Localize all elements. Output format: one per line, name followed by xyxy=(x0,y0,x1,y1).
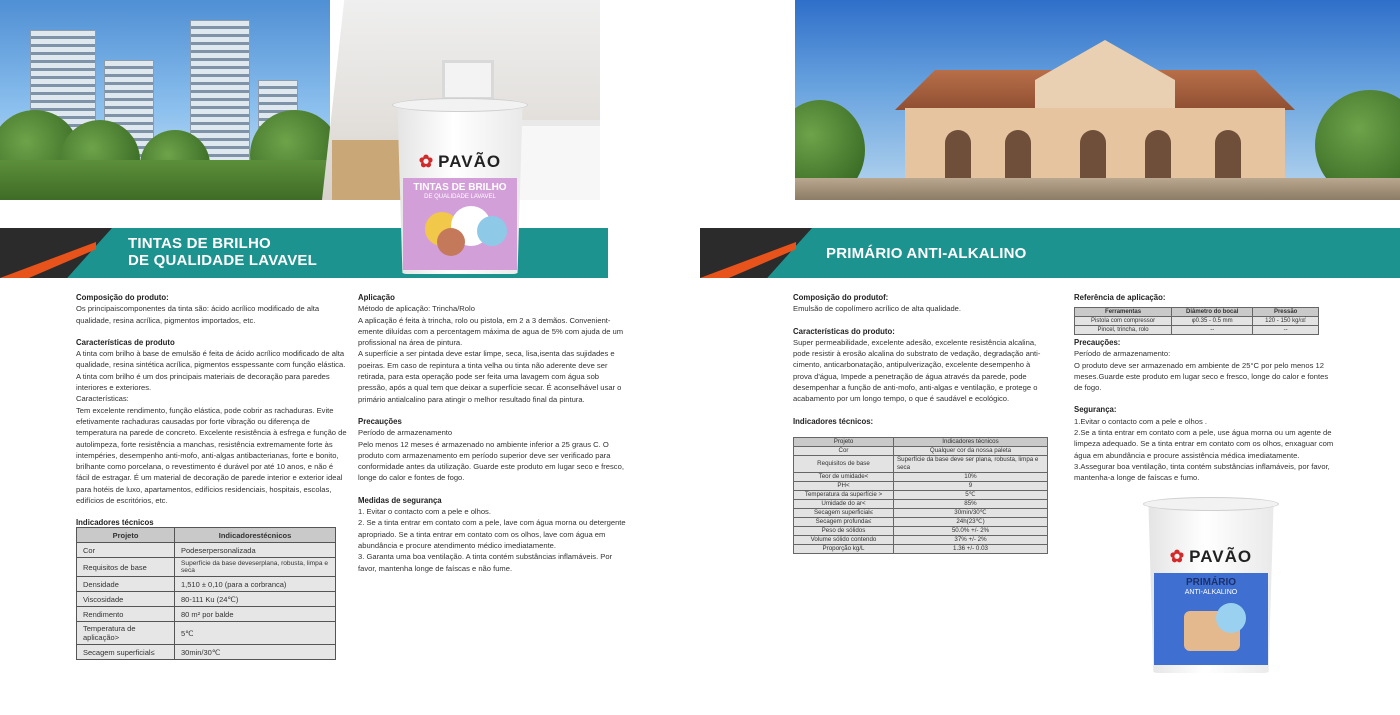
table-cell: Viscosidade xyxy=(77,592,175,607)
table-cell: Requisitos de base xyxy=(77,558,175,577)
table-cell: 30min/30℃ xyxy=(175,645,336,660)
table-cell: 24h(23℃) xyxy=(894,518,1048,527)
right-column-1 xyxy=(793,292,1051,427)
table-cell: Densidade xyxy=(77,577,175,592)
table-row xyxy=(794,536,1048,545)
seguranca-heading: Segurança: xyxy=(1074,405,1117,415)
indicadores-heading: Indicadores técnicos xyxy=(76,518,154,528)
table-cell: Temperatura da superfície > xyxy=(794,491,894,500)
table-row xyxy=(794,456,1048,473)
table-row xyxy=(77,622,336,645)
table-cell: 120 - 150 kg/㎠ xyxy=(1253,317,1319,326)
table-row xyxy=(77,645,336,660)
bucket-product-subtitle: DE QUALIDADE LAVAVEL xyxy=(424,194,496,200)
precaucoes-subheading: Período de armazenamento: xyxy=(1074,349,1171,359)
table-cell: Requisitos de base xyxy=(794,456,894,473)
table-row xyxy=(794,482,1048,491)
table-cell: 9 xyxy=(894,482,1048,491)
application-reference-table xyxy=(1074,307,1319,335)
caracteristicas-text-1: A tinta com brilho à base de emulsão é feita de ácido acrílico modificado de alta qualidade, resina sintética acrílica, pigmentos esspessante com função elástica. xyxy=(76,349,346,370)
table-header: Indicadorestécnicos xyxy=(175,528,336,543)
table-cell: PH< xyxy=(794,482,894,491)
table-cell: Secagem superficial≤ xyxy=(77,645,175,660)
table-row xyxy=(794,545,1048,554)
medidas-item-3: 3. Garanta uma boa ventilação. A tinta contém substâncias inflamáveis. Por favor, mantenha longe de faíscas e não fume. xyxy=(358,552,613,573)
table-cell: 80 m² por balde xyxy=(175,607,336,622)
aplicacao-text-1: A aplicação é feita à trincha, rolo ou pistola, em 2 a 3 demãos. Convenient-emente diluídas com a percentagem máxima de agua de 5% com ajuda de um profissional na área de pintura. xyxy=(358,315,624,348)
table-header: Ferramentas xyxy=(1075,308,1172,317)
table-cell: Superfície da base deve ser plana, robusta, limpa e seca xyxy=(894,456,1048,473)
right-column-2-text xyxy=(1074,337,1336,484)
page-title xyxy=(128,235,317,269)
city-buildings-photo xyxy=(0,0,330,200)
medidas-item-2: 2. Se a tinta entrar em contato com a pele, lave com água morna ou detergente apropriado. Se a tinta entrar em contato com os olhos, lave com água em abundância e procure atendimento médico imediatamente. xyxy=(358,518,626,550)
caracteristicas-heading: Características do produto: xyxy=(793,326,895,336)
caracteristicas-text: Super permeabilidade, excelente adesão, excelente resistência alcalina, pode resistir à erosão alcalina do substrato de vedação, degradação anti-cimento, anticarbonatação, antipulverização, excelente desempenho à prova d'água, Impede a penetração de água através da parede, pode desempenhar a função de anti-mofo, anti-algas e ventilação, e protege o acabamento por um longo tempo, o que é saudável e ecológico. xyxy=(793,337,1041,404)
table-row xyxy=(77,543,336,558)
table-cell: 10% xyxy=(894,473,1048,482)
aplicacao-heading: Aplicação xyxy=(358,293,395,302)
page-title-line2: DE QUALIDADE LAVAVEL xyxy=(128,252,318,269)
seguranca-item-2: 2.Se a tinta entrar em contato com a pele, use água morna ou um agente de limpeza adequado. Se a tinta entrar em contato com os olhos, enxaguar com água em abundância e procure assistência médica imediatamente. xyxy=(1074,428,1334,460)
table-cell: 80-111 Ku (24℃) xyxy=(175,592,336,607)
table-row xyxy=(794,500,1048,509)
table-cell: Podeserpersonalizada xyxy=(175,543,336,558)
paint-bucket-image xyxy=(392,98,528,274)
table-cell: Peso de sólidos xyxy=(794,527,894,536)
table-cell: 5℃ xyxy=(175,622,336,645)
table-cell: Qualquer cor da nossa paleta xyxy=(894,447,1048,456)
table-row xyxy=(77,577,336,592)
table-cell: Superfície da base deveserplana, robusta, limpa e seca xyxy=(175,558,336,577)
table-cell: 1.36 +/- 0.03 xyxy=(894,545,1048,554)
seguranca-item-3: 3.Assegurar boa ventilação, tinta contém substâncias inflamáveis, por favor, mantenha-a longe de faíscas e fumo. xyxy=(1074,461,1330,483)
table-cell: 37% +/- 2% xyxy=(894,536,1048,545)
precaucoes-heading: Precauções xyxy=(358,416,402,426)
precaucoes-text: Pelo menos 12 meses é armazenado no ambiente inferior a 25 graus C. O produto com armazenamento em período superior deve ser verificado para conformidade antes da utilização. Guarde este produto em lugar seco e fresco, longe do calor e fontes de fogo. xyxy=(358,439,624,483)
villa-photo xyxy=(795,0,1400,200)
table-row xyxy=(794,509,1048,518)
table-row xyxy=(794,447,1048,456)
right-column-2 xyxy=(1074,292,1336,303)
table-cell: Proporção kg/L xyxy=(794,545,894,554)
precaucoes-heading: Precauções: xyxy=(1074,338,1121,347)
referencia-heading: Referência de aplicação: xyxy=(1074,293,1166,302)
composicao-heading: Composição do produtof: xyxy=(793,293,889,302)
table-cell: Pistola com compressor xyxy=(1075,317,1172,326)
composicao-text: Emulsão de copolímero acrílico de alta qualidade. xyxy=(793,304,962,314)
left-column-1 xyxy=(76,292,348,529)
table-cell: 50.0% +/- 2% xyxy=(894,527,1048,536)
table-cell: Umidade do ar< xyxy=(794,500,894,509)
page-title-line1: TINTAS DE BRILHO xyxy=(128,235,271,252)
right-page xyxy=(700,0,1400,715)
table-header: Pressão xyxy=(1253,308,1319,317)
table-cell: Temperatura de aplicação> xyxy=(77,622,175,645)
table-cell: 85% xyxy=(894,500,1048,509)
table-cell: 5℃ xyxy=(894,491,1048,500)
table-cell: Cor xyxy=(794,447,894,456)
caracteristicas-subheading: Características: xyxy=(76,394,129,404)
table-row xyxy=(794,518,1048,527)
paint-bucket-image xyxy=(1143,497,1279,673)
medidas-heading: Medidas de segurança xyxy=(358,495,442,505)
peacock-logo-icon: ✿ xyxy=(1169,547,1186,566)
aplicacao-text-2: A superfície a ser pintada deve estar limpe, seca, lisa,isenta das sujidades e poeiras. Em caso de repintura a tinta velha ou tinta não aderente deve ser retirada, para esta operação pode ser feita uma lavagem com água sob pressão, após a qual tem que deixar a superfície secar. É aconselhável usar o primário antialcalino para atingir o melhor resultado final da pintura. xyxy=(358,349,622,404)
left-column-2 xyxy=(358,292,626,574)
seguranca-item-1: 1.Evitar o contacto com a pele e olhos . xyxy=(1074,416,1207,426)
bucket-product-name: TINTAS DE BRILHO xyxy=(413,182,507,193)
table-cell: Secagem profunda≤ xyxy=(794,518,894,527)
precaucoes-text: O produto deve ser armazenado em ambiente de 25°C por pelo menos 12 meses.Guarde este produto em lugar seco e fresco, longe do calor e fontes de fogo. xyxy=(1074,360,1329,393)
bucket-label xyxy=(1154,573,1268,665)
table-row xyxy=(1075,326,1319,335)
technical-indicators-table xyxy=(76,527,336,660)
table-cell: 30min/30℃ xyxy=(894,509,1048,518)
table-cell: φ0.35 - 0.5 mm xyxy=(1172,317,1253,326)
bucket-product-name: PRIMÁRIO xyxy=(1186,577,1236,588)
indicadores-heading: Indicadores técnicos: xyxy=(793,416,874,426)
table-cell: Secagem superficial≤ xyxy=(794,509,894,518)
composicao-text: Os principaiscomponentes da tinta são: ácido acrílico modificado de alta qualidade, resina acrílica, pigmentos importados, etc. xyxy=(76,304,320,325)
table-row xyxy=(77,558,336,577)
bucket-brand: ✿ PAVÃO xyxy=(418,152,502,171)
table-row xyxy=(77,592,336,607)
table-cell: -- xyxy=(1172,326,1253,335)
title-band xyxy=(700,228,1400,278)
table-cell: Cor xyxy=(77,543,175,558)
aplicacao-metodo: Método de aplicação: Trincha/Rolo xyxy=(358,304,475,314)
table-header: Projeto xyxy=(794,438,894,447)
bucket-label xyxy=(403,178,517,270)
table-cell: Pincel, trincha, rolo xyxy=(1075,326,1172,335)
caracteristicas-text-3: Tem excelente rendimento, função elástica, pode cobrir as rachaduras. Evite efetivamente rachaduras causadas por forte vibração ou diferença de temperatura na parede de concreto. Excelente resistência à esfrega e função de autolimpeza, forte resistência a manchas, resistência extremamente forte às intempéries, desempenho anti-mofo, anti-algas antibacterianas, forte e bonito, brilhante como porcelana, o revestimento é durável por até 10 anos, e não é fácil de estragar. É um material de decoração de parede interior e exterior ideal para hotéis de luxo, apartamentos, edifícios residenciais, hospitais, escolas, edifícios de escritórios, etc. xyxy=(76,405,347,506)
bucket-product-subtitle: ANTI-ALKALINO xyxy=(1184,589,1238,596)
table-cell: -- xyxy=(1253,326,1319,335)
table-cell: Volume sólido contendo xyxy=(794,536,894,545)
table-row xyxy=(77,607,336,622)
table-header: Diâmetro do bocal xyxy=(1172,308,1253,317)
table-cell: 1,510 ± 0,10 (para a corbranca) xyxy=(175,577,336,592)
bucket-brand: ✿ PAVÃO xyxy=(1169,547,1253,566)
technical-indicators-table xyxy=(793,437,1048,554)
table-cell: Rendimento xyxy=(77,607,175,622)
caracteristicas-text-2: A tinta com brilho é um dos principais materiais de decoração para paredes interiores e exteriores. xyxy=(76,371,330,393)
table-header: Projeto xyxy=(77,528,175,543)
table-header: Indicadores técnicos xyxy=(894,438,1048,447)
table-row xyxy=(1075,317,1319,326)
table-cell: Teor de umidade< xyxy=(794,473,894,482)
peacock-logo-icon: ✿ xyxy=(418,152,435,171)
page-title: PRIMÁRIO ANTI-ALKALINO xyxy=(826,245,1027,262)
medidas-item-1: 1. Evitar o contacto com a pele e olhos. xyxy=(358,507,491,517)
precaucoes-subheading: Período de armazenamento xyxy=(358,428,453,438)
composicao-heading: Composição do produto: xyxy=(76,293,169,302)
table-row xyxy=(794,491,1048,500)
table-row xyxy=(794,527,1048,536)
caracteristicas-heading: Características de produto xyxy=(76,337,175,347)
table-row xyxy=(794,473,1048,482)
